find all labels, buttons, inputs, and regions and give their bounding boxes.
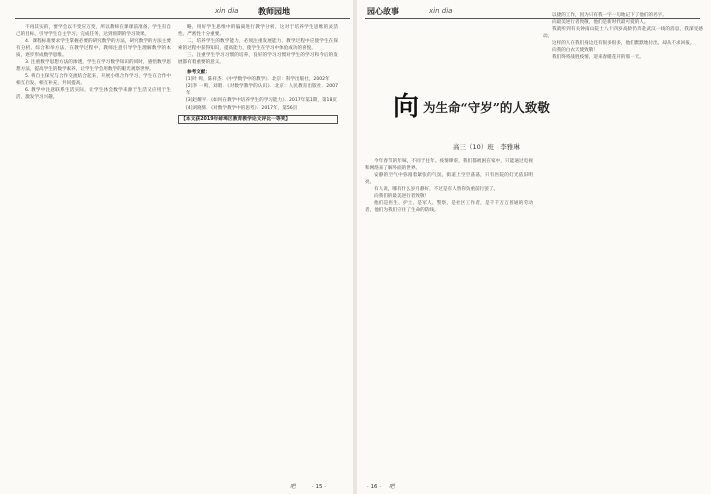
paragraph: 以捷的工作，因为只有我一字一句地记下了他们的名字。: [552, 13, 667, 18]
paragraph: 6. 教学中注意联系生活实际，让学生体会数学来源于生活又应用于生活，激发学习兴趣。: [16, 88, 171, 101]
right-page: [357, 0, 711, 494]
reference-item: [4]刘晓辉．《对数学教学中的思考》．2017年，第56页: [186, 105, 298, 111]
reference-item: [3]赵耀平．《如何在教学中培养学生的学习能力》．2017年第1期，第18页: [186, 98, 337, 104]
left-page: [0, 0, 353, 494]
paragraph: 这样的人在我们身边还有很多很多，他们默默地付出，却从不求回报。: [552, 41, 695, 47]
paragraph: 安静的空气中弥漫着紧张的气氛，街道上空空荡荡，只有医院的灯光依旧明亮。: [365, 173, 533, 186]
paragraph: 有人说，哪有什么岁月静好，不过是有人替你负重前行罢了。: [374, 187, 499, 193]
paragraph: 我就听到有关钟南山院士八十四岁高龄仍奔赴武汉一线的消息，我深受感动。: [543, 27, 703, 40]
paragraph: 二、培养学生的数学能力，必须注重发展能力，教学过程中应使学生在探索的过程中获得知识，提高能力，使学生在学习中体验成功的喜悦。: [178, 39, 338, 52]
paragraph: 向我的白衣天使致敬！: [552, 48, 598, 54]
paragraph: 三、注重学生学习习惯的培养，良好的学习习惯对学生的学习和今后的发展都有着重要的意义。: [178, 53, 338, 66]
paragraph: 向我们的最美逆行者致敬！: [374, 194, 430, 200]
footer-mark: 吧: [290, 484, 296, 490]
header-section: 园心故事: [367, 7, 399, 16]
text-column-1: [365, 158, 533, 480]
title-main: 为生命“守岁”的人致敬: [423, 100, 550, 115]
reference-item: [2]李 一鸣，刘昭．《对数学教学的认识》．北京：人民教育出版社．2007年: [186, 84, 338, 97]
paragraph: 5. 将自主探究与合作交流结合起来，开展小组合作学习，学生在合作中相互启发、相互补充，共同提高。: [16, 74, 171, 87]
paragraph: 4．课程标准要求学生掌握必要的研究数学的方法，研究数学的方法主要有分析、综合和举方法，在教学过程中，教师注意引导学生理解数学的本质，逐步形成数学思维。: [16, 39, 171, 59]
paragraph: 向最美逆行者致敬，他们是新时代最可爱的人。: [552, 20, 649, 26]
award-note: 【本文获2019年蚌埠区教育教学论文评比一等奖】: [178, 115, 338, 124]
reference-item: [1]叶 鸣，陈祥杰．《中学数学中的教学》．北京：科学出版社，2002年: [186, 77, 330, 83]
header-rule: [15, 18, 350, 19]
header-logo: xin dia: [215, 7, 239, 15]
header-logo: xin dia: [429, 7, 453, 15]
paragraph: 3. 注重数学思想方法的渗透，学生在学习数学知识的同时，感悟数学思想方法，提高学生的数学素养，让学生学会用数学的眼光观察世界。: [16, 60, 171, 73]
page-number: · 15 ·: [312, 484, 326, 490]
page-number: · 16 ·: [367, 484, 381, 490]
byline: 高三（10）班 李雅琳: [453, 143, 520, 151]
paragraph: 今年春节的年味，不同于往年。疫情肆虐，我们都被困在家中，只能通过电视和网络来了解外面的世界。: [365, 159, 533, 172]
paragraph: 略，用好学生思维中的偏离进行教学分析，这对于培养学生思维的灵活性、严密性十分重要。: [178, 25, 338, 38]
references-heading: 参考文献：: [187, 70, 210, 76]
paragraph: 他们是医生、护士，是军人、警察，是社区工作者，是千千万万普通的劳动者，他们为我们守住了生命的防线。: [365, 201, 533, 214]
text-column-1: [16, 24, 171, 480]
text-column-2: [543, 12, 703, 480]
header-section: 教师园地: [258, 7, 290, 16]
title-prefix: 向: [393, 92, 420, 122]
footer-mark: 吧: [389, 484, 395, 490]
paragraph: 我们终将战胜疫情，迎来春暖花开的那一天。: [552, 55, 644, 61]
text-column-2: [178, 24, 338, 469]
paragraph: 不再其实的，要学会以不变应万变，所以教师在课课前准备，学生有自己的目标，引导学生自主学习，完成任务，达到预期的学习效果。: [16, 25, 171, 38]
